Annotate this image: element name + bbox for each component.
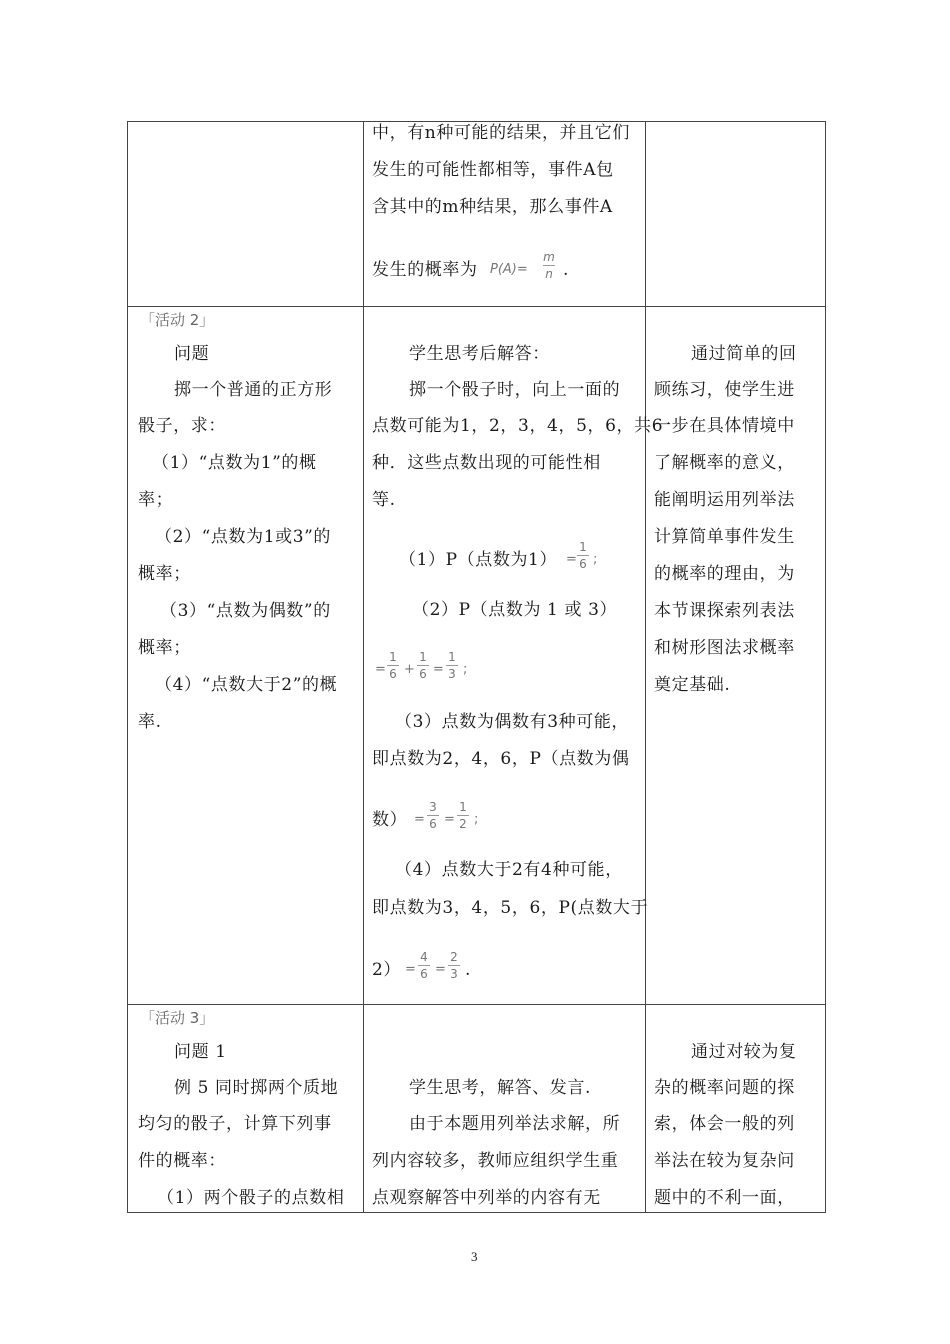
row2-right-line-6: 计算简单事件发生 bbox=[654, 527, 795, 547]
row2-answer-4-line-3: 2） bbox=[372, 960, 402, 980]
row2-answer-4-end: . bbox=[465, 960, 472, 980]
row3-right-line-2: 杂的概率问题的探 bbox=[654, 1078, 795, 1098]
row2-answer-3-eq1: = bbox=[414, 812, 425, 827]
row2-answer-3-line-3: 数） bbox=[372, 810, 408, 830]
row2-answer-1-equals: = bbox=[566, 552, 577, 567]
page-number: 3 bbox=[471, 1249, 478, 1264]
row2-answer-4-eq1: = bbox=[405, 962, 416, 977]
row1-mid-line-3: 含其中的m种结果，那么事件A bbox=[372, 197, 613, 217]
table-row-divider-2 bbox=[127, 1004, 826, 1005]
row2-answer-2-fraction-a: 1 6 bbox=[387, 650, 399, 681]
row2-answer-3-fraction-a: 3 6 bbox=[427, 800, 439, 831]
row2-left-line-8: （3）“点数为偶数”的 bbox=[160, 601, 331, 621]
row2-left-line-1: 问题 bbox=[174, 344, 210, 364]
row1-mid-line-1: 中，有n种可能的结果，并且它们 bbox=[372, 123, 630, 143]
row3-left-line-4: 件的概率： bbox=[138, 1151, 226, 1171]
row3-mid-line-2: 由于本题用列举法求解，所 bbox=[409, 1114, 621, 1134]
activity-2-tag: 「活动 2」 bbox=[140, 311, 215, 329]
table-border-right bbox=[825, 121, 826, 1213]
row2-left-line-10: （4）“点数大于2”的概 bbox=[155, 675, 338, 695]
row2-answer-3-eq2: = bbox=[444, 812, 455, 827]
row3-mid-line-3: 列内容较多，教师应组织学生重 bbox=[372, 1151, 619, 1171]
row2-left-line-5: 率； bbox=[138, 490, 174, 510]
row1-mid-line-4: 发生的概率为 bbox=[372, 260, 478, 280]
row3-right-line-1: 通过对较为复 bbox=[691, 1042, 797, 1062]
row2-mid-line-2: 掷一个骰子时，向上一面的 bbox=[409, 380, 621, 400]
row3-right-line-5: 题中的不利一面， bbox=[654, 1188, 795, 1208]
row2-left-line-3: 骰子，求： bbox=[138, 416, 226, 436]
row2-answer-4-fraction-a: 4 6 bbox=[418, 950, 430, 981]
table-border-col2 bbox=[363, 121, 364, 1213]
row2-left-line-2: 掷一个普通的正方形 bbox=[174, 380, 333, 400]
row2-answer-3-line-1: （3）点数为偶数有3种可能， bbox=[395, 712, 630, 732]
row3-right-line-4: 举法在较为复杂问 bbox=[654, 1151, 795, 1171]
row2-right-line-4: 了解概率的意义， bbox=[654, 453, 795, 473]
row2-answer-1-end: ; bbox=[593, 552, 598, 567]
table-border-top bbox=[127, 121, 826, 122]
row2-answer-2-plus: + bbox=[404, 662, 415, 677]
row2-right-line-7: 的概率的理由，为 bbox=[654, 564, 795, 584]
row2-mid-line-3: 点数可能为1，2，3，4，5，6，共6 bbox=[372, 416, 664, 436]
table-border-bottom bbox=[127, 1212, 826, 1213]
row2-left-line-6: （2）“点数为1或3”的 bbox=[155, 527, 332, 547]
row2-right-line-5: 能阐明运用列举法 bbox=[654, 490, 795, 510]
row2-left-line-7: 概率； bbox=[138, 564, 191, 584]
row2-mid-line-5: 等. bbox=[372, 490, 396, 510]
row3-right-line-3: 索，体会一般的列 bbox=[654, 1114, 795, 1134]
row2-answer-1-label: （1）P（点数为1） bbox=[399, 550, 558, 570]
row2-answer-4-fraction-b: 2 3 bbox=[448, 950, 460, 981]
row1-formula-end: . bbox=[563, 260, 570, 280]
row3-mid-line-4: 点观察解答中列举的内容有无 bbox=[372, 1188, 601, 1208]
row2-answer-1-fraction: 1 6 bbox=[577, 540, 589, 571]
row2-right-line-2: 顾练习，使学生进 bbox=[654, 380, 795, 400]
row2-left-line-9: 概率； bbox=[138, 638, 191, 658]
row1-formula-fraction: m n bbox=[543, 250, 555, 281]
row2-answer-2-fraction-c: 1 3 bbox=[446, 650, 458, 681]
row3-left-line-3: 均匀的骰子，计算下列事 bbox=[138, 1114, 332, 1134]
row2-answer-2-fraction-b: 1 6 bbox=[417, 650, 429, 681]
activity-3-tag: 「活动 3」 bbox=[140, 1009, 215, 1027]
row2-answer-4-eq2: = bbox=[435, 962, 446, 977]
row2-answer-3-fraction-b: 1 2 bbox=[457, 800, 469, 831]
row2-mid-line-1: 学生思考后解答： bbox=[409, 344, 550, 364]
row2-answer-2-end: ; bbox=[463, 662, 468, 677]
row2-left-line-11: 率. bbox=[138, 712, 162, 732]
table-border-col3 bbox=[645, 121, 646, 1213]
row3-mid-line-1: 学生思考，解答、发言. bbox=[409, 1078, 592, 1098]
row3-left-line-5: （1）两个骰子的点数相 bbox=[157, 1188, 345, 1208]
row2-answer-3-end: ; bbox=[474, 812, 479, 827]
row2-answer-4-line-1: （4）点数大于2有4种可能， bbox=[395, 860, 623, 880]
table-row-divider-1 bbox=[127, 306, 826, 307]
row2-answer-4-line-2: 即点数为3，4，5，6，P(点数大于 bbox=[372, 898, 649, 918]
row1-mid-line-2: 发生的可能性都相等，事件A包 bbox=[372, 160, 614, 180]
row3-left-line-2: 例 5 同时掷两个质地 bbox=[174, 1078, 339, 1098]
row2-answer-2-label: （2）P（点数为 1 或 3） bbox=[412, 600, 618, 620]
row2-answer-3-line-2: 即点数为2，4，6，P（点数为偶 bbox=[372, 749, 630, 769]
row2-right-line-1: 通过简单的回 bbox=[691, 344, 797, 364]
row2-answer-2-eq2: = bbox=[433, 662, 444, 677]
row1-formula-lhs: P(A)= bbox=[490, 262, 528, 277]
row2-right-line-10: 奠定基础. bbox=[654, 675, 731, 695]
row3-left-line-1: 问题 1 bbox=[174, 1042, 227, 1062]
row2-left-line-4: （1）“点数为1”的概 bbox=[152, 453, 317, 473]
row2-answer-2-eq1: = bbox=[375, 662, 386, 677]
row2-mid-line-4: 种．这些点数出现的可能性相 bbox=[372, 453, 601, 473]
row2-right-line-3: 一步在具体情境中 bbox=[654, 416, 795, 436]
row2-right-line-8: 本节课探索列表法 bbox=[654, 601, 795, 621]
row2-right-line-9: 和树形图法求概率 bbox=[654, 638, 795, 658]
table-border-left bbox=[127, 121, 128, 1213]
